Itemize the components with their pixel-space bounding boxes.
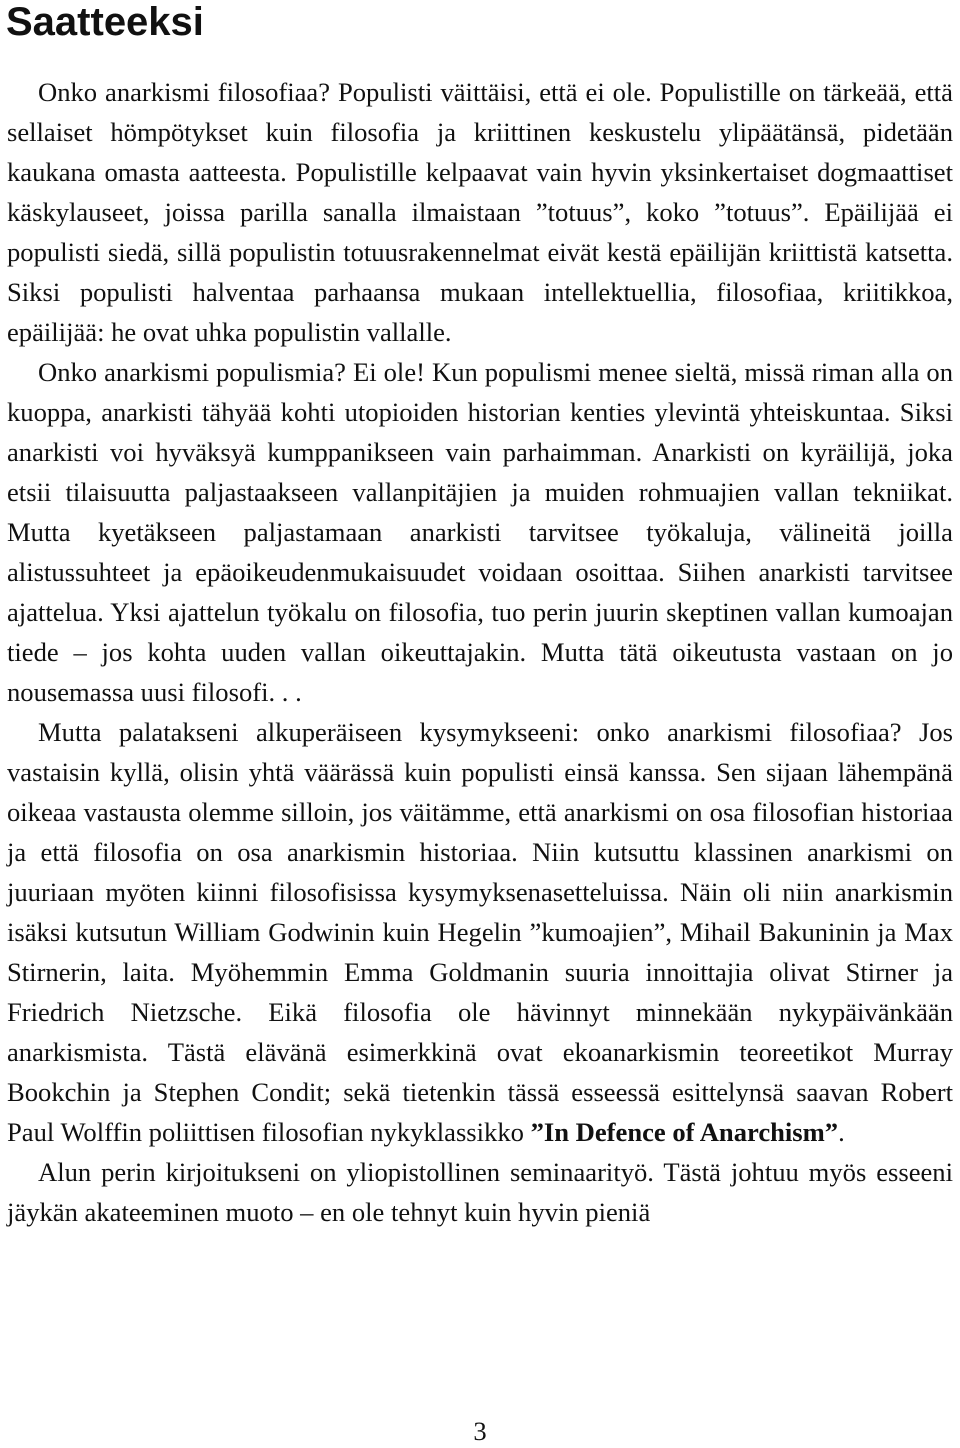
page-title: Saatteeksi	[6, 0, 204, 44]
book-title: ”In Defence of Anarchism”	[530, 1117, 839, 1147]
paragraph-3	[7, 712, 953, 1152]
page-number: 3	[473, 1416, 487, 1446]
paragraph-3-text: Mutta palatakseni alkuperäiseen kysymykseeni: onko anarkismi filosofiaa? Jos vastaisin kyllä, olisin yhtä väärässä kuin populisti einsä kanssa. Sen sijaan lähempänä oikeaa vastausta olemme silloin, jos väitämme, että anarkismi on osa filosofian historiaa ja että filosofia on osa anarkismin historiaa. Niin kutsuttu klassinen anarkismi on juuriaan myöten kiinni filosofisissa kysymyksenasetteluissa. Näin oli niin anarkismin isäksi kutsutun William Godwinin kuin Hegelin ”kumoajien”, Mihail Bakuninin ja Max Stirnerin, laita. Myöhemmin Emma Goldmanin suuria innoittajia olivat Stirner ja Friedrich Nietzsche. Eikä filosofia ole hävinnyt minnekään nykypäivänkään anarkismista. Tästä elävänä esimerkkinä ovat ekoanarkismin teoreetikot Murray Bookchin ja Stephen Condit; sekä tietenkin tässä esseessä esittelynsä saavan Robert Paul Wolffin poliittisen filosofian nykyklassikko	[7, 717, 953, 1147]
paragraph-4: Alun perin kirjoitukseni on yliopistollinen seminaarityö. Tästä johtuu myös esseeni jäykän akateeminen muoto – en ole tehnyt kuin hyvin pieniä	[7, 1157, 953, 1227]
paragraph-1: Onko anarkismi filosofiaa? Populisti väittäisi, että ei ole. Populistille on tärkeää, että sellaiset hömpötykset kuin filosofia ja kriittinen keskustelu ylipäätänsä, pidetään kaukana omasta aatteesta. Populistille kelpaavat vain hyvin yksinkertaiset dogmaattiset käskylauseet, joissa parilla sanalla ilmaistaan ”totuus”, koko ”totuus”. Epäilijää ei populisti siedä, sillä populistin totuusrakennelmat eivät kestä epäilijän kriittistä katsetta. Siksi populisti halventaa parhaansa mukaan intellektuellia, filosofiaa, kriitikkoa, epäilijää: he ovat uhka populistin vallalle.	[7, 77, 953, 347]
paragraph-2: Onko anarkismi populismia? Ei ole! Kun populismi menee sieltä, missä riman alla on kuoppa, anarkisti tähyää kohti utopioiden historian kenties ylevintä yhteiskuntaa. Siksi anarkisti voi hyväksyä kumppanikseen vain parhaimman. Anarkisti on kyräilijä, joka etsii tilaisuutta paljastaakseen vallanpitäjien ja muiden rohmuajien vallan tekniikat. Mutta kyetäkseen paljastamaan anarkisti tarvitsee työkaluja, välineitä joilla alistussuhteet ja epäoikeudenmukaisuudet voidaan osoittaa. Siihen anarkisti tarvitsee ajattelua. Yksi ajattelun työkalu on filosofia, tuo perin juurin skeptinen vallan kumoajan tiede – jos kohta uuden vallan oikeuttajakin. Mutta tätä oikeutusta vastaan on jo nousemassa uusi filosofi. . .	[7, 357, 953, 707]
paragraph-3-end: .	[838, 1117, 845, 1147]
body-text	[7, 72, 953, 1232]
